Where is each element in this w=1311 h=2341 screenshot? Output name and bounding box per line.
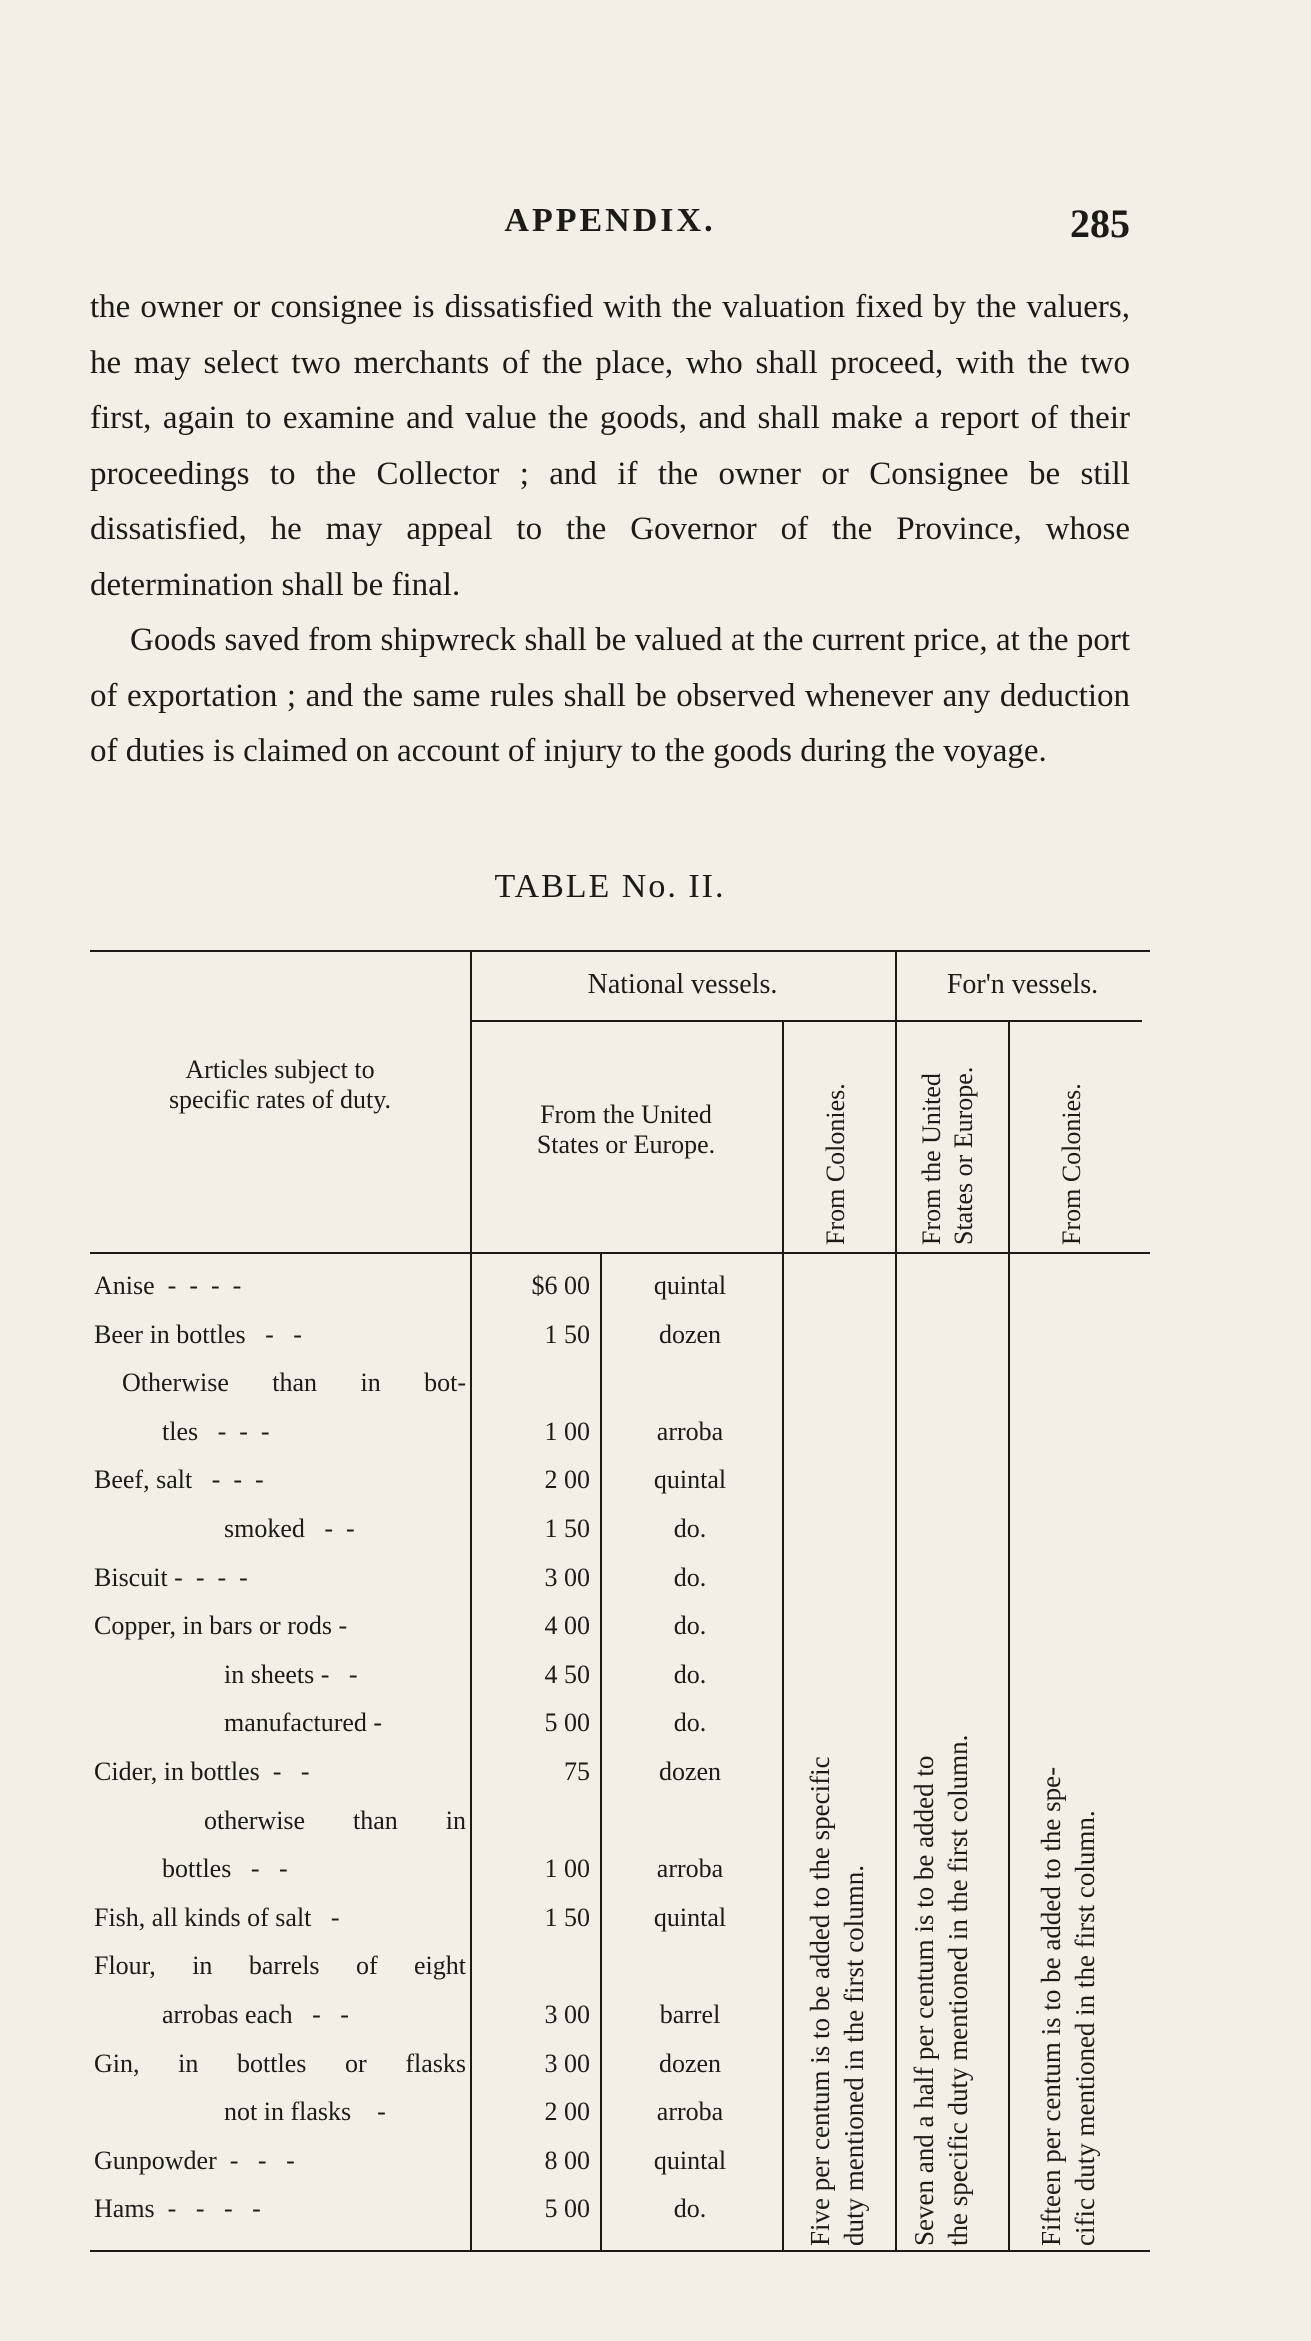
- row-unit: do.: [673, 1611, 707, 1641]
- col-header-nat-colonies: From Colonies.: [821, 1083, 850, 1245]
- col-header-for-us-line2: States or Europe.: [949, 1066, 978, 1245]
- row-rate: 1 50: [544, 1514, 590, 1543]
- row-article: Otherwise than in bot-: [122, 1368, 466, 1398]
- for-colonies-note-line1: Fifteen per centum is to be added to the spe-: [1036, 1766, 1066, 2246]
- row-article: Fish, all kinds of salt -: [94, 1902, 340, 1932]
- duty-table: [90, 950, 1150, 2260]
- row-unit: arroba: [656, 1854, 724, 1884]
- row-unit: do.: [673, 1562, 707, 1592]
- page-number: 285: [1070, 201, 1130, 246]
- row-unit: quintal: [653, 1902, 727, 1932]
- col-divider-4: [1008, 1020, 1010, 2250]
- row-article: Beef, salt - - -: [94, 1465, 264, 1495]
- table-top-rule: [90, 950, 1150, 952]
- body-text: [90, 280, 1130, 780]
- paragraph-2: Goods saved from shipwreck shall be valued at the current price, at the port of exportation ; and the same rules shall be observed whenever any deduction of duties is claimed on account of injury to the goods during the voyage.: [90, 622, 1130, 769]
- row-rate: 1 00: [544, 1854, 590, 1884]
- row-article: Hams - - - -: [94, 2194, 261, 2224]
- row-article: in sheets - -: [224, 1659, 358, 1689]
- group-header-foreign: For'n vessels.: [946, 969, 1099, 1000]
- row-article: Beer in bottles - -: [94, 1319, 302, 1349]
- row-article: tles - - -: [162, 1416, 270, 1446]
- row-unit: do.: [673, 1708, 707, 1738]
- row-unit: dozen: [658, 1319, 722, 1349]
- row-article: Copper, in bars or rods -: [94, 1611, 348, 1641]
- table-title: TABLE No. II.: [494, 868, 726, 905]
- row-article: smoked - -: [224, 1514, 355, 1543]
- table-bottom-rule: [90, 2250, 1150, 2252]
- row-article: manufactured -: [224, 1708, 383, 1738]
- row-article: Gunpowder - - -: [94, 2145, 295, 2175]
- row-rate: 3 00: [544, 2000, 590, 2029]
- row-unit: do.: [673, 1514, 707, 1543]
- row-unit: quintal: [653, 1465, 727, 1495]
- row-rate: 75: [564, 1757, 590, 1786]
- row-unit: quintal: [653, 1271, 727, 1300]
- row-rate: 5 00: [544, 1708, 590, 1738]
- col-divider-2: [782, 1020, 784, 2250]
- row-rate: 1 00: [544, 1416, 590, 1446]
- row-unit: dozen: [658, 1757, 722, 1786]
- running-title: APPENDIX.: [504, 202, 716, 239]
- for-us-note-line2: the specific duty mentioned in the first column.: [943, 1734, 973, 2246]
- row-rate: 2 00: [544, 2097, 590, 2127]
- for-us-note-line1: Seven and a half per centum is to be added to: [909, 1755, 939, 2246]
- col-divider-3: [895, 950, 897, 2250]
- col-header-nat-us-line2: States or Europe.: [536, 1130, 716, 1159]
- row-article: Biscuit - - - -: [94, 1562, 248, 1592]
- nat-colonies-note-line2: duty mentioned in the first column.: [839, 1865, 869, 2246]
- col-divider-unit: [600, 1252, 602, 2250]
- paragraph-1: the owner or consignee is dissatisfied with the valuation fixed by the valuers, he may select two merchants of the place, who shall proceed, with the two first, again to examine and value the goods, and shall make a report of their proceedings to the Collector ; and if the owner or Consignee be still dissatisfied, he may appeal to the Governor of the Province, whose determination shall be final.: [90, 289, 1130, 603]
- row-rate: $6 00: [531, 1271, 590, 1300]
- col-header-nat-us: [470, 1100, 782, 1160]
- row-article: arrobas each - -: [162, 2000, 349, 2029]
- row-unit: barrel: [659, 2000, 721, 2029]
- row-article: not in flasks -: [224, 2097, 386, 2127]
- row-unit: arroba: [656, 1416, 724, 1446]
- row-unit: quintal: [653, 2145, 727, 2175]
- row-unit: do.: [673, 2194, 707, 2224]
- row-rate: 4 50: [544, 1659, 590, 1689]
- col-header-for-us-line1: From the United: [917, 1073, 946, 1245]
- for-colonies-note-line2: cific duty mentioned in the first column.: [1070, 1810, 1100, 2246]
- group-header-national: National vessels.: [587, 969, 778, 1000]
- row-rate: 1 50: [544, 1319, 590, 1349]
- row-article: bottles - -: [162, 1854, 288, 1884]
- row-unit: arroba: [656, 2097, 724, 2127]
- nat-colonies-note-line1: Five per centum is to be added to the specific: [805, 1756, 835, 2246]
- row-article: Gin, in bottles or flasks: [94, 2048, 466, 2078]
- col-header-articles: Articles subject to specific rates of duty.: [168, 1055, 392, 1114]
- row-rate: 3 00: [544, 1562, 590, 1592]
- page-header: [90, 200, 1130, 250]
- row-rate: 3 00: [544, 2048, 590, 2078]
- row-unit: do.: [673, 1659, 707, 1689]
- row-unit: dozen: [658, 2048, 722, 2078]
- row-article: Flour, in barrels of eight: [94, 1951, 466, 1981]
- row-rate: 5 00: [544, 2194, 590, 2224]
- col-header-for-colonies: From Colonies.: [1057, 1083, 1086, 1245]
- row-rate: 4 00: [544, 1611, 590, 1641]
- row-article: Cider, in bottles - -: [94, 1757, 310, 1786]
- row-article: otherwise than in: [204, 1805, 466, 1835]
- row-rate: 2 00: [544, 1465, 590, 1495]
- row-rate: 1 50: [544, 1902, 590, 1932]
- header-bottom-rule: [90, 1252, 1150, 1254]
- subgroup-rule: [470, 1020, 1142, 1022]
- row-article: Anise - - - -: [94, 1271, 242, 1300]
- col-header-nat-us-line1: From the United: [540, 1100, 712, 1129]
- row-rate: 8 00: [544, 2145, 590, 2175]
